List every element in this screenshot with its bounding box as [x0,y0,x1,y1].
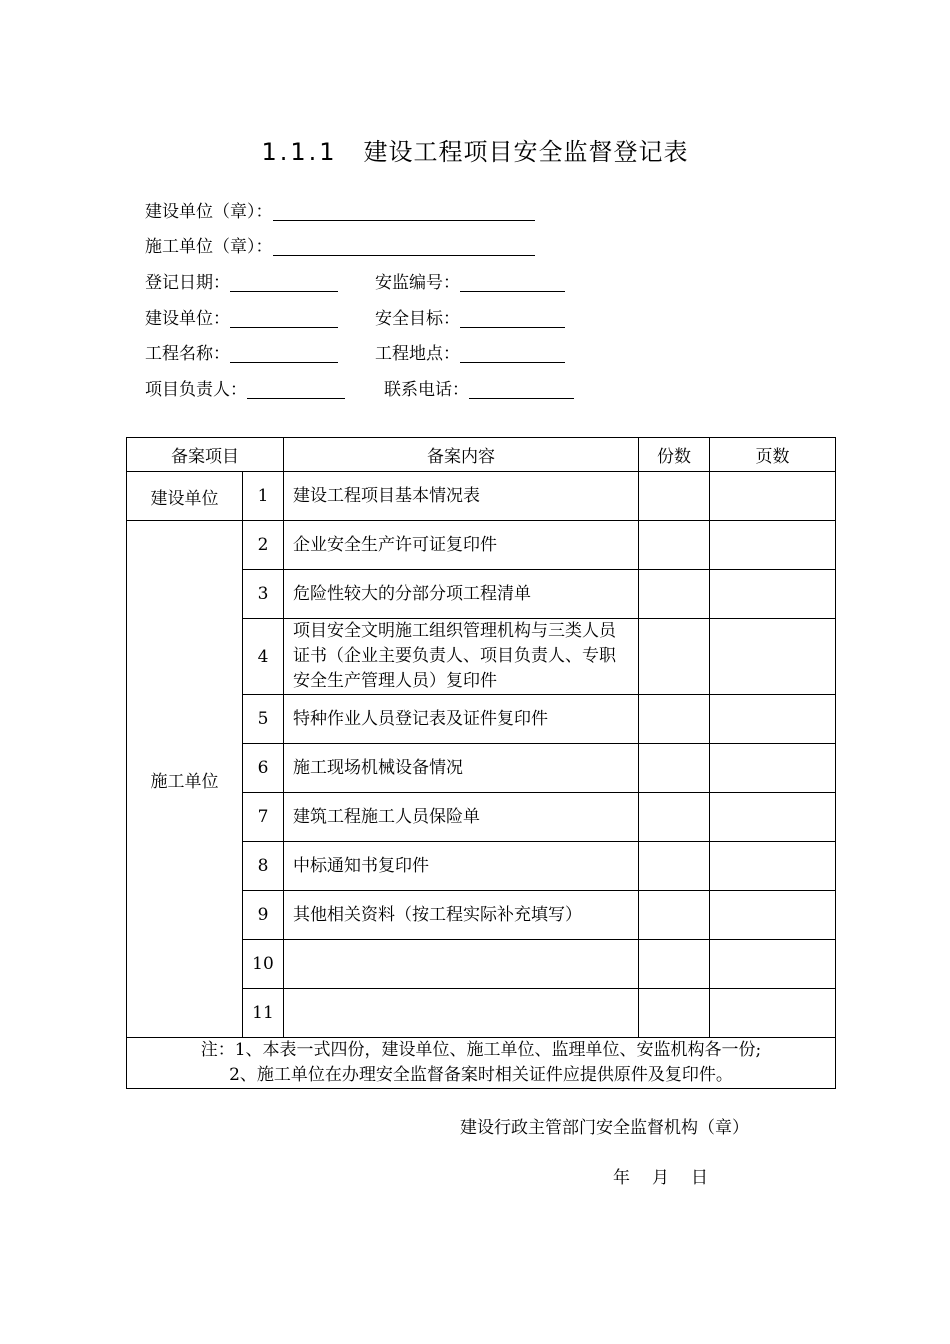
registration-table [126,437,836,1089]
reg-date-field[interactable] [145,271,338,295]
pages-cell[interactable] [710,842,836,891]
copies-cell[interactable] [639,472,710,521]
row-content: 项目安全文明施工组织管理机构与三类人员证书（企业主要负责人、项目负责人、专职安全生产管理人员）复印件 [284,619,639,695]
pages-cell[interactable] [710,793,836,842]
copies-cell[interactable] [639,521,710,570]
pages-cell[interactable] [710,744,836,793]
row-content[interactable] [284,940,639,989]
pages-cell[interactable] [710,989,836,1038]
row-number: 1 [243,472,284,521]
row-content[interactable] [284,989,639,1038]
table-header-row [127,438,836,472]
row-content: 企业安全生产许可证复印件 [284,521,639,570]
title-text: 建设工程项目安全监督登记表 [363,138,689,166]
fill-line[interactable] [460,344,565,363]
category-construct-unit: 施工单位 [127,521,243,1038]
field-label: 登记日期： [145,273,230,293]
fill-line[interactable] [460,273,565,292]
safety-goal-field[interactable] [375,307,565,331]
header-item: 备案项目 [127,438,284,472]
table-row [127,472,836,521]
row-number: 11 [243,989,284,1038]
field-label: 项目负责人： [145,380,247,400]
build-unit-field[interactable] [145,307,338,331]
copies-cell[interactable] [639,891,710,940]
row-number: 4 [243,619,284,695]
note-row [127,1038,836,1089]
month-label: 月 [652,1168,669,1188]
row-number: 2 [243,521,284,570]
header-content: 备案内容 [284,438,639,472]
row-content: 其他相关资料（按工程实际补充填写） [284,891,639,940]
page-title [0,132,950,167]
row-content: 中标通知书复印件 [284,842,639,891]
row-number: 8 [243,842,284,891]
row-content: 建筑工程施工人员保险单 [284,793,639,842]
supervision-no-field[interactable] [375,271,565,295]
pages-cell[interactable] [710,940,836,989]
row-number: 10 [243,940,284,989]
copies-cell[interactable] [639,695,710,744]
field-label: 安监编号： [375,273,460,293]
field-label: 安全目标： [375,309,460,329]
copies-cell[interactable] [639,793,710,842]
fill-line[interactable] [460,309,565,328]
fill-line[interactable] [230,309,338,328]
fill-line[interactable] [247,380,345,399]
contact-phone-field[interactable] [384,378,574,402]
project-location-field[interactable] [375,342,565,366]
row-number: 3 [243,570,284,619]
category-build-unit: 建设单位 [127,472,243,521]
field-label: 建设单位： [145,309,230,329]
note-line-2: 2、施工单位在办理安全监督备案时相关证件应提供原件及复印件。 [229,1065,733,1085]
copies-cell[interactable] [639,940,710,989]
copies-cell[interactable] [639,570,710,619]
fill-line[interactable] [273,202,535,221]
note-line-1: 注：1、本表一式四份，建设单位、施工单位、监理单位、安监机构各一份; [200,1040,762,1060]
construct-unit-seal-field[interactable] [145,235,535,259]
field-label: 联系电话： [384,380,469,400]
copies-cell[interactable] [639,744,710,793]
row-content: 建设工程项目基本情况表 [284,472,639,521]
row-number: 9 [243,891,284,940]
pages-cell[interactable] [710,695,836,744]
pages-cell[interactable] [710,891,836,940]
project-manager-field[interactable] [145,378,345,402]
fill-line[interactable] [230,273,338,292]
row-content: 特种作业人员登记表及证件复印件 [284,695,639,744]
pages-cell[interactable] [710,521,836,570]
year-label: 年 [613,1168,630,1188]
copies-cell[interactable] [639,842,710,891]
authority-seal-label: 建设行政主管部门安全监督机构（章） [460,1118,749,1138]
date-line [613,1163,708,1188]
pages-cell[interactable] [710,570,836,619]
build-unit-seal-field[interactable] [145,200,535,224]
fill-line[interactable] [273,237,535,256]
field-label: 工程名称： [145,344,230,364]
row-number: 5 [243,695,284,744]
table-row [127,521,836,570]
field-label: 建设单位（章）： [145,202,273,222]
field-label: 施工单位（章）： [145,237,273,257]
row-number: 6 [243,744,284,793]
day-label: 日 [691,1168,708,1188]
pages-cell[interactable] [710,472,836,521]
fill-line[interactable] [230,344,338,363]
pages-cell[interactable] [710,619,836,695]
row-content: 危险性较大的分部分项工程清单 [284,570,639,619]
copies-cell[interactable] [639,989,710,1038]
row-content: 施工现场机械设备情况 [284,744,639,793]
section-number: 1.1.1 [261,138,338,166]
field-label: 工程地点： [375,344,460,364]
row-number: 7 [243,793,284,842]
fill-line[interactable] [469,380,574,399]
copies-cell[interactable] [639,619,710,695]
table-note [127,1038,836,1089]
header-pages: 页数 [710,438,836,472]
project-name-field[interactable] [145,342,338,366]
header-copies: 份数 [639,438,710,472]
